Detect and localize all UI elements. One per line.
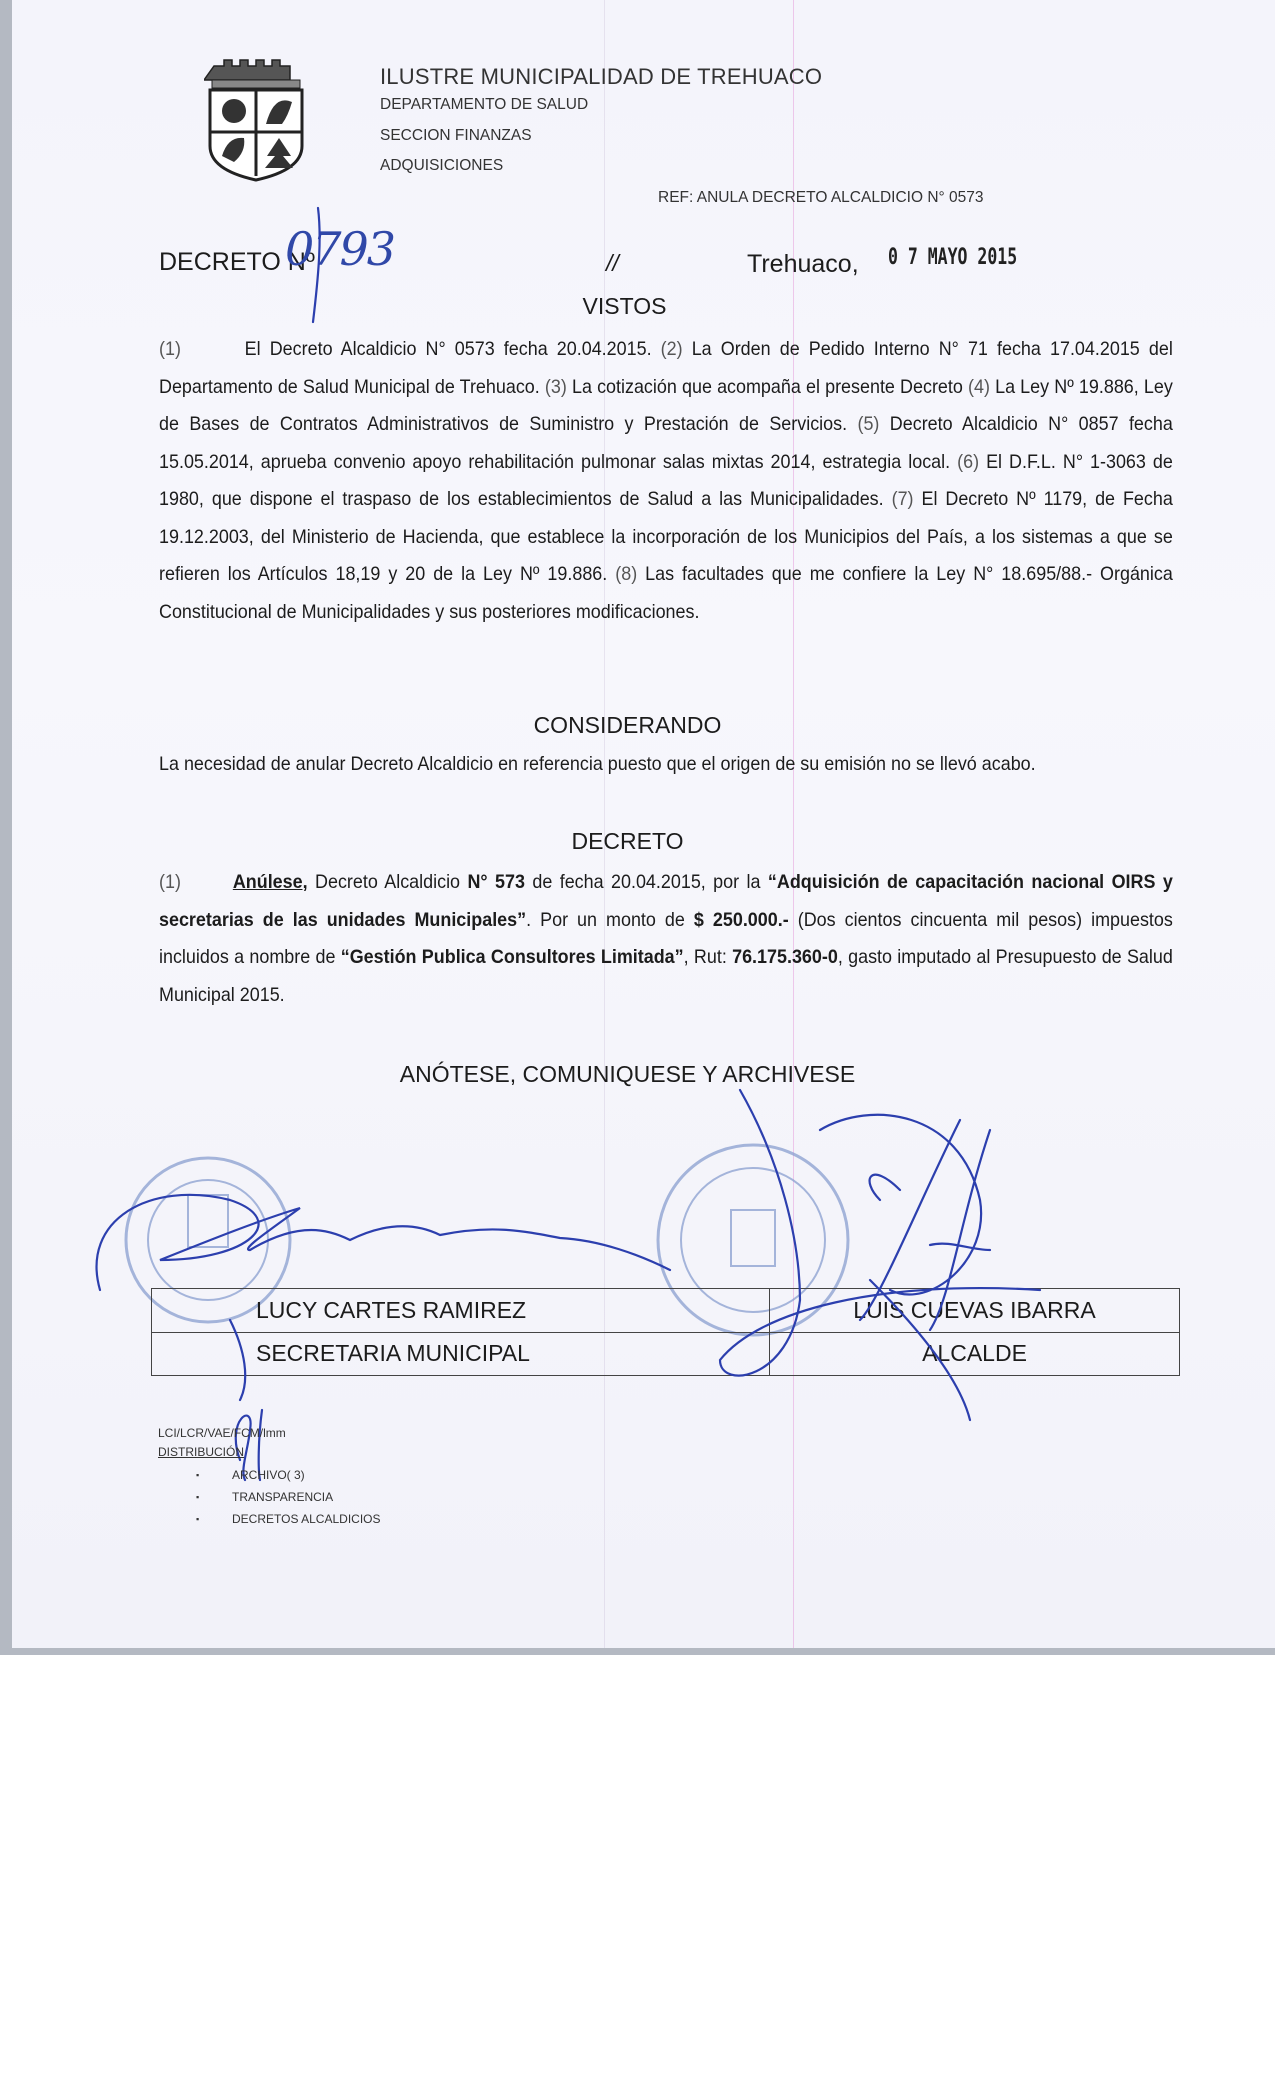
- decree-separator: //: [606, 250, 619, 276]
- vistos-item-text: El Decreto Alcaldicio N° 0573 fecha 20.04.2015.: [180, 338, 661, 360]
- vistos-item-number: (1): [159, 338, 181, 360]
- considerando-paragraph: La necesidad de anular Decreto Alcaldicio en referencia puesto que el origen de su emisión no se llevó acabo.: [159, 753, 1036, 775]
- decree-subject: “Adquisición de capacitación nacional OIRS y secretarias de las unidades Municipales”: [159, 871, 1173, 931]
- distribution-list: [196, 1464, 381, 1530]
- vistos-item-number: (2): [660, 338, 683, 360]
- decree-text: , Rut:: [683, 946, 733, 968]
- item-number: (1): [159, 871, 181, 893]
- distribution-item: ▪ ARCHIVO( 3): [196, 1464, 381, 1486]
- vistos-item-number: (4): [968, 375, 990, 398]
- heading-decreto: DECRETO: [571, 828, 684, 854]
- drafting-initials: LCI/LCR/VAE/FCM/lmm: [158, 1426, 286, 1440]
- vistos-item-text: La Orden de Pedido Interno N° 71 fecha 17.04.2015 del Departamento de Salud Municipal de Trehuaco.: [159, 338, 1173, 398]
- decree-text: (Dos cientos cincuenta mil pesos) impuestos incluidos a nombre de: [159, 908, 1173, 968]
- date-stamp: 0 7 MAYO 2015: [888, 245, 1018, 270]
- distribution-item: ▪ DECRETOS ALCALDICIOS: [196, 1508, 381, 1530]
- vistos-item-number: (8): [615, 563, 638, 585]
- decreto-paragraph: [159, 864, 1173, 1014]
- decree-place: Trehuaco,: [747, 250, 859, 278]
- decree-number-handwritten: 0793: [285, 222, 395, 276]
- vistos-item-text: La cotización que acompaña el presente Decreto: [566, 375, 969, 398]
- heading-vistos: VISTOS: [582, 293, 667, 319]
- secretary-role: SECRETARIA MUNICIPAL: [152, 1332, 770, 1376]
- distribution-item: ▪ TRANSPARENCIA: [196, 1486, 381, 1508]
- decree-label: DECRETO Nº: [159, 248, 315, 276]
- vistos-item-text: El D.F.L. N° 1-3063 de 1980, que dispone el traspaso de los establecimientos de Salud a las Municipalidades.: [159, 450, 1173, 510]
- decree-annulled-number: N° 573: [467, 871, 525, 893]
- department-name: DEPARTAMENTO DE SALUD: [380, 96, 589, 113]
- decree-text: de fecha 20.04.2015, por la: [524, 871, 768, 893]
- section-name: SECCION FINANZAS: [380, 127, 532, 144]
- unit-name: ADQUISICIONES: [380, 157, 504, 174]
- vistos-item-number: (6): [957, 450, 980, 473]
- decree-text: Decreto Alcaldicio: [315, 871, 468, 893]
- reference-line: REF: ANULA DECRETO ALCALDICIO N° 0573: [658, 189, 984, 206]
- distribution-label: DISTRIBUCIÓN: [158, 1445, 245, 1459]
- mayor-name: LUIS CUEVAS IBARRA: [770, 1289, 1180, 1333]
- mayor-role: ALCALDE: [770, 1332, 1180, 1376]
- decree-rut: 76.175.360-0: [732, 946, 838, 968]
- decree-verb: Anúlese,: [232, 871, 308, 893]
- municipal-coat-of-arms-icon: [204, 56, 308, 182]
- institution-name: ILUSTRE MUNICIPALIDAD DE TREHUACO: [380, 64, 823, 89]
- vistos-item-number: (3): [544, 375, 567, 398]
- decree-text: , gasto imputado al Presupuesto de Salud Municipal 2015.: [159, 946, 1173, 1006]
- scan-crease: [793, 0, 794, 1648]
- decree-amount: $ 250.000.-: [693, 908, 789, 931]
- vistos-paragraph: [159, 331, 1173, 631]
- vistos-item-number: (5): [857, 413, 880, 435]
- signature-table: [151, 1288, 1180, 1376]
- vistos-item-text: Las facultades que me confiere la Ley N° 18.695/88.- Orgánica Constitucional de Municipalidades y sus posteriores modificaciones.: [159, 563, 1173, 623]
- vistos-item-text: Decreto Alcaldicio N° 0857 fecha 15.05.2014, aprueba convenio apoyo rehabilitación pulmonar salas mixtas 2014, estrategia local.: [159, 413, 1173, 473]
- vistos-item-text: El Decreto Nº 1179, de Fecha 19.12.2003, del Ministerio de Hacienda, que establece la incorporación de los Municipios del País, a los sistemas a que se refieren los Artículos 18,19 y 20 de la Ley Nº 19.886.: [159, 488, 1173, 585]
- decree-supplier: “Gestión Publica Consultores Limitada”: [340, 946, 684, 968]
- closing-formula: ANÓTESE, COMUNIQUESE Y ARCHIVESE: [399, 1061, 856, 1087]
- vistos-item-number: (7): [891, 488, 914, 510]
- scan-crease: [604, 0, 605, 1648]
- decree-text: . Por un monto de: [526, 908, 694, 931]
- secretary-name: LUCY CARTES RAMIREZ: [152, 1289, 770, 1333]
- vistos-item-text: La Ley Nº 19.886, Ley de Bases de Contratos Administrativos de Suministro y Prestación de Servicios.: [159, 375, 1173, 435]
- heading-considerando: CONSIDERANDO: [533, 712, 722, 738]
